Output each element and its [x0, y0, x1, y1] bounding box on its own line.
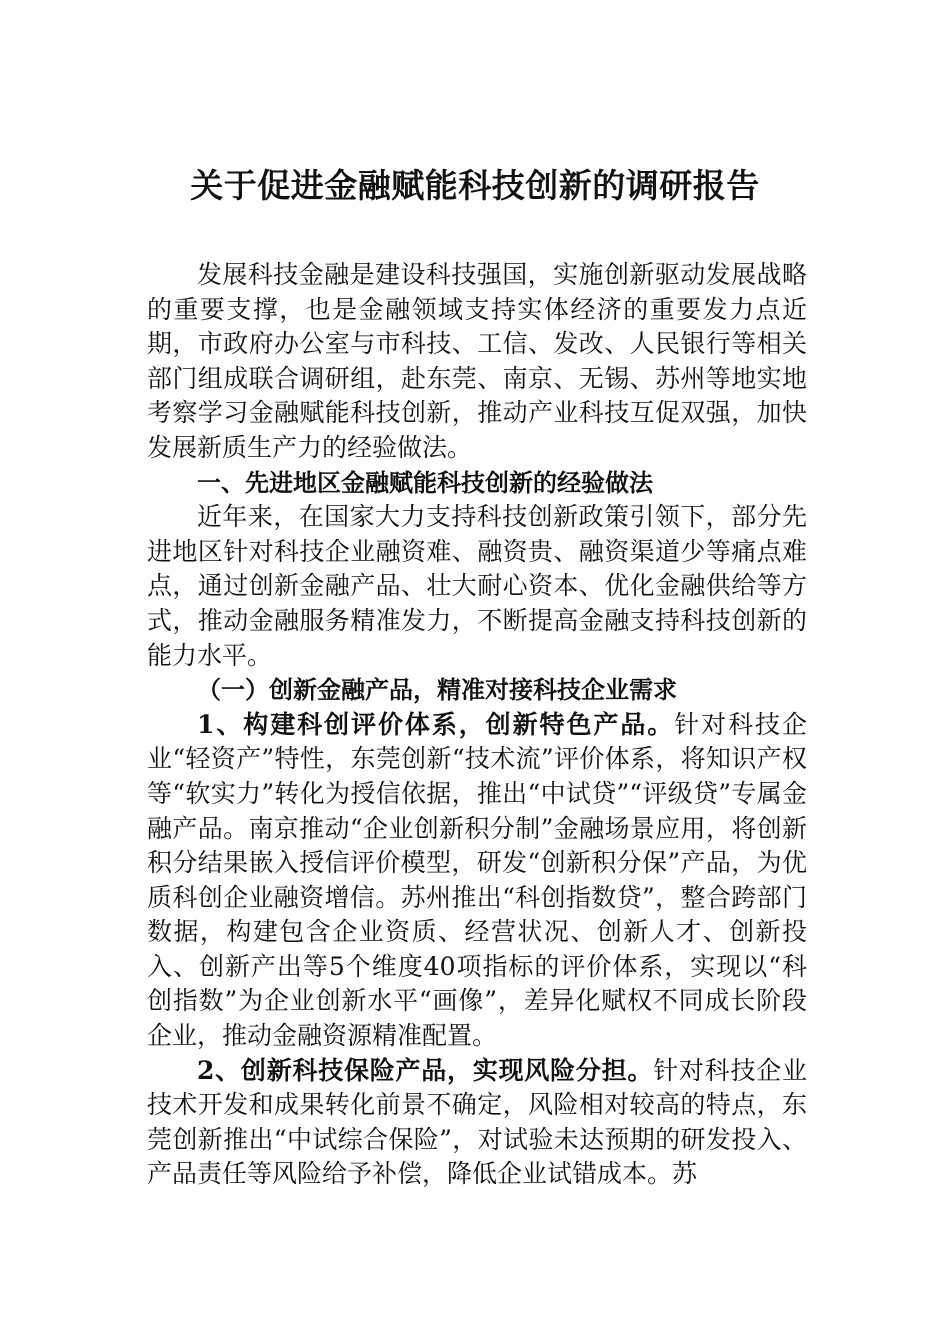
item-2-lead: 2、创新科技保险产品，实现风险分担。 [197, 1055, 654, 1085]
item-2-text: 针对科技企业技术开发和成果转化前景不确定，风险相对较高的特点，东莞创新推出“中试综合保险”，对试验未达预期的研发投入、产品责任等风险给予补偿，降低企业试错成本。苏 [147, 1055, 807, 1189]
section-heading-1: 一、先进地区金融赋能科技创新的经验做法 [197, 468, 653, 497]
item-1-lead: 1、构建科创评价体系，创新特色产品。 [197, 709, 675, 739]
intro-paragraph: 发展科技金融是建设科技强国，实施创新驱动发展战略的重要支撑，也是金融领域支持实体经济的重要发力点近期，市政府办公室与市科技、工信、发改、人民银行等相关部门组成联合调研组，赴东莞、南京、无锡、苏州等地实地考察学习金融赋能科技创新，推动产业科技互促双强，加快发展新质生产力的经验做法。 [147, 260, 807, 462]
subsection-heading-1: （一）创新金融产品，精准对接科技企业需求 [197, 675, 677, 705]
item-1-text: 针对科技企业“轻资产”特性，东莞创新“技术流”评价体系，将知识产权等“软实力”转化为授信依据，推出“中试贷”“评级贷”专属金融产品。南京推动“企业创新积分制”金融场景应用，将创新积分结果嵌入授信评价模型，研发“创新积分保”产品，为优质科创企业融资增信。苏州推出“科创指数贷”，整合跨部门数据，构建包含企业资质、经营状况、创新人才、创新投入、创新产出等5个维度40项指标的评价体系，实现以“科创指数”为企业创新水平“画像”，差异化赋权不同成长阶段企业，推动金融资源精准配置。 [147, 709, 807, 1051]
item-1-paragraph [147, 708, 807, 1054]
document-title: 关于促进金融赋能科技创新的调研报告 [190, 166, 760, 205]
section-1-intro-paragraph: 近年来，在国家大力支持科技创新政策引领下，部分先进地区针对科技企业融资难、融资贵、融资渠道少等痛点难点，通过创新金融产品、壮大耐心资本、优化金融供给等方式，推动金融服务精准发力，不断提高金融支持科技创新的能力水平。 [147, 502, 807, 670]
item-2-paragraph [147, 1054, 807, 1192]
document-body [147, 258, 807, 1192]
